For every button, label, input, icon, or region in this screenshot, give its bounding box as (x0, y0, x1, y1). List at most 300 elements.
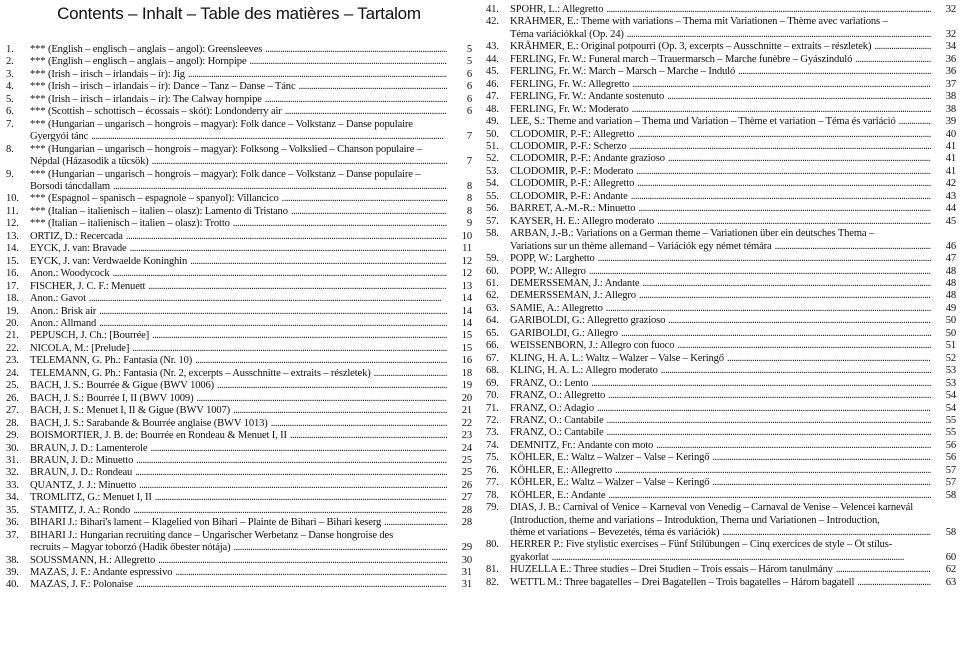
toc-entry (486, 502, 956, 539)
toc-entry (6, 81, 472, 93)
toc-entry (6, 492, 472, 504)
entry-title-last-line (510, 241, 934, 253)
entry-title-text: FERLING, Fr. W.: Andante sostenuto (510, 91, 665, 103)
dot-leader (249, 56, 447, 68)
entry-title (510, 166, 934, 178)
page-number: 12 (461, 268, 472, 280)
entry-title-text: WETTL M.: Three bagatelles – Drei Bagatellen – Trois bagatelles – Három bagatell (510, 576, 855, 588)
page-number: 8 (466, 193, 472, 205)
entry-title (510, 328, 934, 340)
entry-title-last-line (510, 365, 934, 377)
page-number: 14 (461, 293, 472, 305)
entry-number: 79. (486, 502, 499, 514)
entry-title-last-line (30, 218, 450, 230)
dot-leader (667, 91, 931, 103)
toc-entry (6, 480, 472, 492)
toc-entry (486, 79, 956, 91)
page-number: 13 (461, 280, 472, 292)
entry-number: 69. (486, 377, 499, 389)
entry-number: 47. (486, 91, 499, 103)
page-number: 38 (945, 91, 956, 103)
toc-entry (6, 44, 472, 56)
dot-leader (265, 94, 447, 106)
page-number: 51 (945, 340, 956, 352)
page-number: 6 (466, 81, 472, 93)
page-number: 14 (461, 317, 472, 329)
entry-title (30, 318, 450, 330)
page-number: 5 (466, 44, 472, 55)
entry-title-text: STAMITZ, J. A.: Rondo (30, 504, 131, 516)
entry-number: 51. (486, 140, 499, 152)
dot-leader (196, 393, 447, 405)
entry-number: 37. (6, 529, 19, 541)
entry-title-text: Anon.: Brisk air (30, 305, 97, 317)
entry-title (30, 492, 450, 504)
entry-title-text: FERLING, Fr. W.: Funeral march – Trauermarsch – Marche funèbre – Gyászinduló (510, 53, 853, 65)
toc-entry (6, 467, 472, 479)
entry-title-last-line (510, 477, 934, 489)
entry-title-text: SOUSSMANN, H.: Allegretto (30, 554, 156, 566)
toc-entry (6, 256, 472, 268)
entry-title-last-line (510, 353, 934, 365)
entry-title-last-line (30, 131, 450, 143)
toc-entry (6, 505, 472, 517)
entry-title-text: CLODOMIR, P.-F.: Allegretto (510, 178, 635, 190)
entry-title-text: BARRET, A.-M.-R.: Minuetto (510, 203, 636, 215)
entry-title (510, 465, 934, 477)
entry-title-last-line (510, 328, 934, 340)
entry-title-last-line (30, 56, 450, 68)
entry-title (510, 4, 934, 16)
entry-title-text: Borsodi táncdallam (30, 180, 110, 192)
toc-entry (486, 440, 956, 452)
dot-leader (727, 353, 931, 365)
entry-number: 70. (486, 390, 499, 402)
dot-leader (608, 390, 931, 402)
entry-title (510, 539, 934, 564)
entry-number: 3. (6, 68, 14, 80)
dot-leader (591, 378, 931, 390)
entry-number: 14. (6, 243, 19, 255)
entry-title-last-line (510, 490, 934, 502)
toc-entry (6, 293, 472, 305)
toc-entry (486, 116, 956, 128)
entry-number: 31. (6, 454, 19, 466)
entry-title (510, 353, 934, 365)
entry-title-text: FRANZ, O.: Cantabile (510, 427, 604, 439)
entry-title-text: LEE, S.: Theme and variation – Thema und Variation – Thème et variation – Téma és variáció (510, 116, 896, 128)
toc-entry (6, 169, 472, 194)
page-number: 21 (461, 405, 472, 417)
page-number: 56 (945, 439, 956, 451)
entry-title-text: FRANZ, O.: Cantabile (510, 414, 604, 426)
entry-title (510, 502, 934, 539)
entry-title (510, 216, 934, 228)
dot-leader (607, 415, 931, 427)
entry-title (510, 228, 934, 253)
entry-title (510, 403, 934, 415)
entry-title-last-line (30, 567, 450, 579)
toc-entry (486, 564, 956, 576)
entry-number: 49. (486, 116, 499, 128)
entry-title-text: *** (English – englisch – anglais – angol): Hornpipe (30, 56, 247, 68)
entry-title-last-line (510, 66, 934, 78)
entry-title (30, 281, 450, 293)
entry-title (30, 430, 450, 442)
dot-leader (589, 266, 931, 278)
dot-leader (656, 440, 931, 452)
dot-leader (608, 490, 931, 502)
entry-title-text: CLODOMIR, P.-F.: Allegretto (510, 128, 635, 140)
entry-title-text: GARIBOLDI, G.: Allegro (510, 327, 618, 339)
entry-title-last-line (510, 104, 934, 116)
entry-number: 76. (486, 464, 499, 476)
toc-entry (6, 579, 472, 591)
page-number: 63 (945, 576, 956, 588)
entry-title-last-line (30, 393, 450, 405)
entry-title-last-line (510, 153, 934, 165)
entry-title-text: *** (Italian – italienisch – italien – olasz): Trotto (30, 218, 230, 230)
entry-title (30, 169, 450, 194)
entry-number: 66. (486, 340, 499, 352)
entry-title-line: BIHARI J.: Hungarian recruiting dance – Ungarischer Werbetanz – Danse hongroise des (30, 529, 394, 541)
entry-title-line: *** (Hungarian – ungarisch – hongrois – magyar): Folksong – Volkslied – Chanson populaire – (30, 143, 423, 155)
entry-title (510, 41, 934, 53)
page-number: 36 (945, 66, 956, 78)
entry-title-last-line (510, 166, 934, 178)
page-number: 44 (945, 203, 956, 215)
dot-leader (233, 218, 447, 230)
entry-title-last-line (510, 390, 934, 402)
dot-leader (233, 405, 447, 417)
entry-title-last-line (510, 29, 934, 41)
entry-title (30, 555, 450, 567)
page-number: 18 (461, 367, 472, 379)
page-number: 48 (945, 290, 956, 302)
toc-entry (486, 166, 956, 178)
page-number: 27 (461, 492, 472, 504)
toc-entry (6, 69, 472, 81)
page-number: 43 (945, 190, 956, 202)
entry-title-last-line (510, 564, 934, 576)
dot-leader (677, 340, 931, 352)
toc-entry (486, 303, 956, 315)
entry-title-last-line (30, 156, 450, 168)
entry-number: 2. (6, 56, 14, 68)
page-number: 8 (466, 180, 472, 192)
dot-leader (606, 303, 931, 315)
page-number: 48 (945, 265, 956, 277)
entry-title-last-line (30, 293, 450, 305)
entry-title (510, 340, 934, 352)
entry-title-text: EYCK, J. van: Bravade (30, 243, 127, 255)
entry-title (510, 290, 934, 302)
page-number: 57 (945, 477, 956, 489)
entry-title-last-line (510, 191, 934, 203)
entry-title-last-line (30, 206, 450, 218)
page-number: 57 (945, 464, 956, 476)
page-number: 49 (945, 302, 956, 314)
dot-leader (195, 355, 447, 367)
toc-entry (486, 315, 956, 327)
toc-entry (6, 106, 472, 118)
page-number: 50 (945, 315, 956, 327)
dot-leader (597, 403, 931, 415)
page-number: 54 (945, 390, 956, 402)
page-number: 58 (945, 527, 956, 539)
entry-title-last-line (510, 303, 934, 315)
page-number: 14 (461, 305, 472, 317)
page-number: 28 (461, 504, 472, 516)
entry-number: 81. (486, 564, 499, 576)
entry-number: 73. (486, 427, 499, 439)
dot-leader (113, 181, 447, 193)
entry-title-text: KÖHLER, E.: Waltz – Walzer – Valse – Keringő (510, 477, 710, 489)
toc-entry (486, 104, 956, 116)
dot-leader (657, 216, 931, 228)
page-number: 46 (945, 240, 956, 252)
entry-title (30, 380, 450, 392)
page-number: 26 (461, 479, 472, 491)
page-number: 56 (945, 452, 956, 464)
entry-title-line: (Introduction, theme and variations – Introduktion, Thema und Variationen – Introduction, (510, 514, 880, 526)
entry-title-text: *** (English – englisch – anglais – angol): Greensleeves (30, 44, 263, 55)
entry-number: 1. (6, 44, 14, 55)
page-number: 22 (461, 417, 472, 429)
entry-title (30, 218, 450, 230)
page-number: 24 (461, 442, 472, 454)
entry-title (30, 144, 450, 169)
toc-entry (6, 218, 472, 230)
toc-entry (486, 403, 956, 415)
entry-title (30, 206, 450, 218)
entry-title-last-line (510, 378, 934, 390)
toc-entry (486, 328, 956, 340)
entry-title (510, 315, 934, 327)
entry-title (30, 69, 450, 81)
entry-title-last-line (30, 505, 450, 517)
entry-title-last-line (510, 216, 934, 228)
dot-leader (175, 567, 447, 579)
contents-list-right (486, 0, 956, 589)
toc-entry (486, 490, 956, 502)
entry-title-text: *** (Irish – irisch – irlandais – ír): Jig (30, 68, 185, 80)
entry-title-last-line (30, 517, 450, 529)
entry-title-text: PEPUSCH, J. Ch.: [Bourrée] (30, 330, 150, 342)
entry-title (30, 243, 450, 255)
toc-entry (486, 203, 956, 215)
toc-entry (486, 54, 956, 66)
entry-number: 32. (6, 467, 19, 479)
dot-leader (188, 69, 447, 81)
entry-number: 13. (6, 230, 19, 242)
dot-leader (836, 564, 931, 576)
page-number: 15 (461, 330, 472, 342)
entry-title-last-line (30, 380, 450, 392)
toc-entry (486, 91, 956, 103)
entry-title-text: SPOHR, L.: Allegretto (510, 4, 604, 15)
entry-title-text: BOISMORTIER, J. B. de: Bourrée en Rondeau & Menuet I, II (30, 430, 287, 442)
dot-leader (136, 455, 447, 467)
entry-number: 56. (486, 203, 499, 215)
entry-title (510, 66, 934, 78)
entry-number: 60. (486, 265, 499, 277)
entry-title-text: KRÄHMER, E.: Original potpourri (Op. 3, excerpts – Ausschnitte – extraits – részletek) (510, 41, 872, 53)
dot-leader (299, 81, 447, 93)
entry-title (510, 79, 934, 91)
entry-title (30, 467, 450, 479)
entry-number: 52. (486, 153, 499, 165)
entry-title-text: MAZAS, J. F.: Polonaise (30, 579, 133, 591)
entry-number: 20. (6, 317, 19, 329)
entry-title-text: FRANZ, O.: Allegretto (510, 390, 606, 402)
dot-leader (150, 443, 447, 455)
entry-title (510, 141, 934, 153)
dot-leader (152, 156, 447, 168)
entry-title-last-line (30, 455, 450, 467)
page-number: 30 (461, 554, 472, 566)
page-number: 41 (945, 165, 956, 177)
dot-leader (621, 328, 931, 340)
entry-title (510, 153, 934, 165)
entry-title (30, 56, 450, 68)
entry-number: 71. (486, 402, 499, 414)
page-number: 25 (461, 467, 472, 479)
entry-title-last-line (30, 480, 450, 492)
entry-title (510, 378, 934, 390)
entry-title-text: FERLING, Fr. W.: Moderato (510, 103, 629, 115)
entry-number: 22. (6, 342, 19, 354)
entry-title (510, 191, 934, 203)
entry-title-text: KÖHLER, E.: Allegretto (510, 464, 613, 476)
dot-leader (633, 79, 931, 91)
entry-number: 26. (6, 392, 19, 404)
dot-leader (99, 318, 447, 330)
toc-entry (6, 94, 472, 106)
left-column (6, 0, 472, 650)
dot-leader (152, 330, 447, 342)
toc-entry (486, 290, 956, 302)
entry-title (510, 278, 934, 290)
entry-title-text: HUZELLA E.: Three studies – Drei Studien – Trois essais – Három tanulmány (510, 564, 833, 576)
toc-entry (486, 66, 956, 78)
toc-entry (6, 443, 472, 455)
entry-title-text: FRANZ, O.: Lento (510, 377, 589, 389)
dot-leader (265, 44, 447, 56)
toc-entry (486, 577, 956, 589)
toc-entry (486, 465, 956, 477)
entry-title (30, 330, 450, 342)
dot-leader (155, 492, 447, 504)
entry-title (510, 178, 934, 190)
entry-number: 16. (6, 268, 19, 280)
entry-number: 38. (6, 554, 19, 566)
toc-entry (6, 144, 472, 169)
page-number: 29 (461, 542, 472, 554)
entry-title-last-line (30, 69, 450, 81)
entry-number: 18. (6, 293, 19, 305)
dot-leader (661, 365, 931, 377)
toc-entry (6, 343, 472, 355)
entry-title-last-line (510, 4, 934, 16)
dot-leader (857, 577, 931, 589)
entry-title-last-line (30, 243, 450, 255)
entry-title-last-line (30, 418, 450, 430)
entry-number: 61. (486, 277, 499, 289)
page-number: 45 (945, 215, 956, 227)
toc-entry (486, 452, 956, 464)
entry-title-last-line (30, 405, 450, 417)
toc-entry (6, 268, 472, 280)
page-number: 37 (945, 78, 956, 90)
toc-entry (486, 378, 956, 390)
entry-title-last-line (30, 492, 450, 504)
entry-title-last-line (510, 577, 934, 589)
entry-number: 44. (486, 53, 499, 65)
page-number: 6 (466, 68, 472, 80)
page-number: 62 (945, 564, 956, 576)
entry-title-text: DEMNITZ, Fr.: Andante con moto (510, 439, 654, 451)
entry-title-last-line (30, 44, 450, 56)
toc-entry (6, 430, 472, 442)
dot-leader (384, 517, 447, 529)
entry-number: 46. (486, 78, 499, 90)
dot-leader (113, 268, 447, 280)
entry-title (510, 253, 934, 265)
page-number: 28 (461, 517, 472, 529)
entry-title-last-line (30, 181, 450, 193)
entry-title-text: KLING, H. A. L.: Waltz – Walzer – Valse – Keringő (510, 352, 724, 364)
entry-title-text: KAYSER, H. E.: Allegro moderato (510, 215, 655, 227)
entry-title-last-line (30, 330, 450, 342)
entry-title-last-line (510, 253, 934, 265)
toc-entry (486, 16, 956, 41)
entry-title-text: *** (Italian – italienisch – italien – olasz): Lamento di Tristano (30, 205, 288, 217)
toc-entry (6, 380, 472, 392)
toc-entry (486, 415, 956, 427)
page-number: 7 (466, 131, 472, 143)
entry-title (510, 564, 934, 576)
page-number: 19 (461, 380, 472, 392)
entry-title-text: WEISSENBORN, J.: Allegro con fuoco (510, 340, 675, 352)
dot-leader (233, 542, 447, 554)
entry-title (30, 418, 450, 430)
dot-leader (668, 153, 931, 165)
dot-leader (598, 253, 931, 265)
entry-number: 35. (6, 504, 19, 516)
dot-leader (552, 552, 931, 564)
entry-number: 34. (6, 492, 19, 504)
dot-leader (271, 418, 447, 430)
page-number: 20 (461, 392, 472, 404)
entry-title-last-line (510, 91, 934, 103)
entry-title (510, 390, 934, 402)
dot-leader (638, 203, 931, 215)
entry-title-text: CLODOMIR, P.-F.: Andante (510, 190, 628, 202)
toc-entry (6, 206, 472, 218)
entry-title (30, 343, 450, 355)
entry-title-text: POPP, W.: Allegro (510, 265, 586, 277)
entry-number: 28. (6, 417, 19, 429)
entry-number: 8. (6, 143, 14, 155)
entry-number: 27. (6, 405, 19, 417)
entry-title-last-line (30, 555, 450, 567)
page-number: 25 (461, 454, 472, 466)
entry-number: 30. (6, 442, 19, 454)
entry-title-last-line (30, 306, 450, 318)
entry-title-text: Anon.: Allmand (30, 317, 97, 329)
dot-leader (158, 555, 447, 567)
